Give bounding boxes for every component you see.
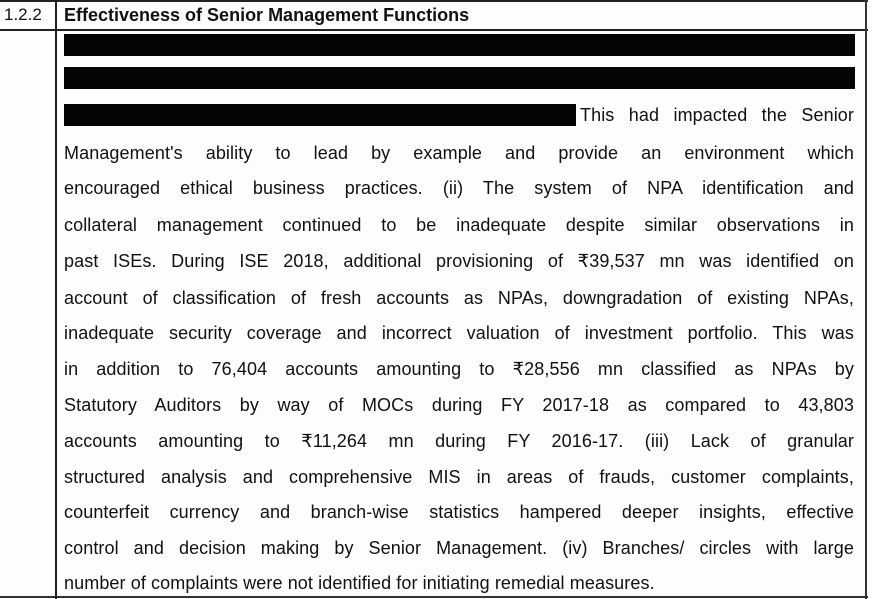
paragraph-line-2: Management's ability to lead by example and provide an environment which xyxy=(64,143,854,163)
table-bottom-border xyxy=(0,596,868,598)
section-title: Effectiveness of Senior Management Functions xyxy=(64,5,470,25)
paragraph-line-3: encouraged ethical business practices. (ii) The system of NPA identification and xyxy=(64,178,854,198)
redaction-bar-3 xyxy=(64,104,576,126)
paragraph-line-1: This had impacted the Senior xyxy=(580,105,854,125)
table-right-border xyxy=(865,0,867,599)
paragraph-line-9: Statutory Auditors by way of MOCs during FY 2017-18 as compared to 43,803 xyxy=(64,395,854,415)
paragraph-line-6: account of classification of fresh accounts as NPAs, downgradation of existing NPAs, xyxy=(64,288,854,308)
paragraph-line-8: in addition to 76,404 accounts amounting to ₹28,556 mn classified as NPAs by xyxy=(64,359,854,379)
redaction-bar-1 xyxy=(64,34,855,56)
table-column-divider xyxy=(55,0,57,599)
paragraph-line-7: inadequate security coverage and incorrect valuation of investment portfolio. This was xyxy=(64,323,854,343)
table-header-divider xyxy=(0,29,868,31)
paragraph-line-14: number of complaints were not identified for initiating remedial measures. xyxy=(64,573,655,593)
paragraph-line-5: past ISEs. During ISE 2018, additional provisioning of ₹39,537 mn was identified on xyxy=(64,251,854,271)
paragraph-line-4: collateral management continued to be inadequate despite similar observations in xyxy=(64,215,854,235)
paragraph-line-12: counterfeit currency and branch-wise statistics hampered deeper insights, effective xyxy=(64,502,854,522)
paragraph-line-13: control and decision making by Senior Management. (iv) Branches/ circles with large xyxy=(64,538,854,558)
section-number: 1.2.2 xyxy=(4,5,42,24)
paragraph-line-10: accounts amounting to ₹11,264 mn during FY 2016-17. (iii) Lack of granular xyxy=(64,431,854,451)
table-top-border xyxy=(0,0,868,2)
redaction-bar-2 xyxy=(64,67,855,89)
paragraph-line-11: structured analysis and comprehensive MIS in areas of frauds, customer complaints, xyxy=(64,467,854,487)
